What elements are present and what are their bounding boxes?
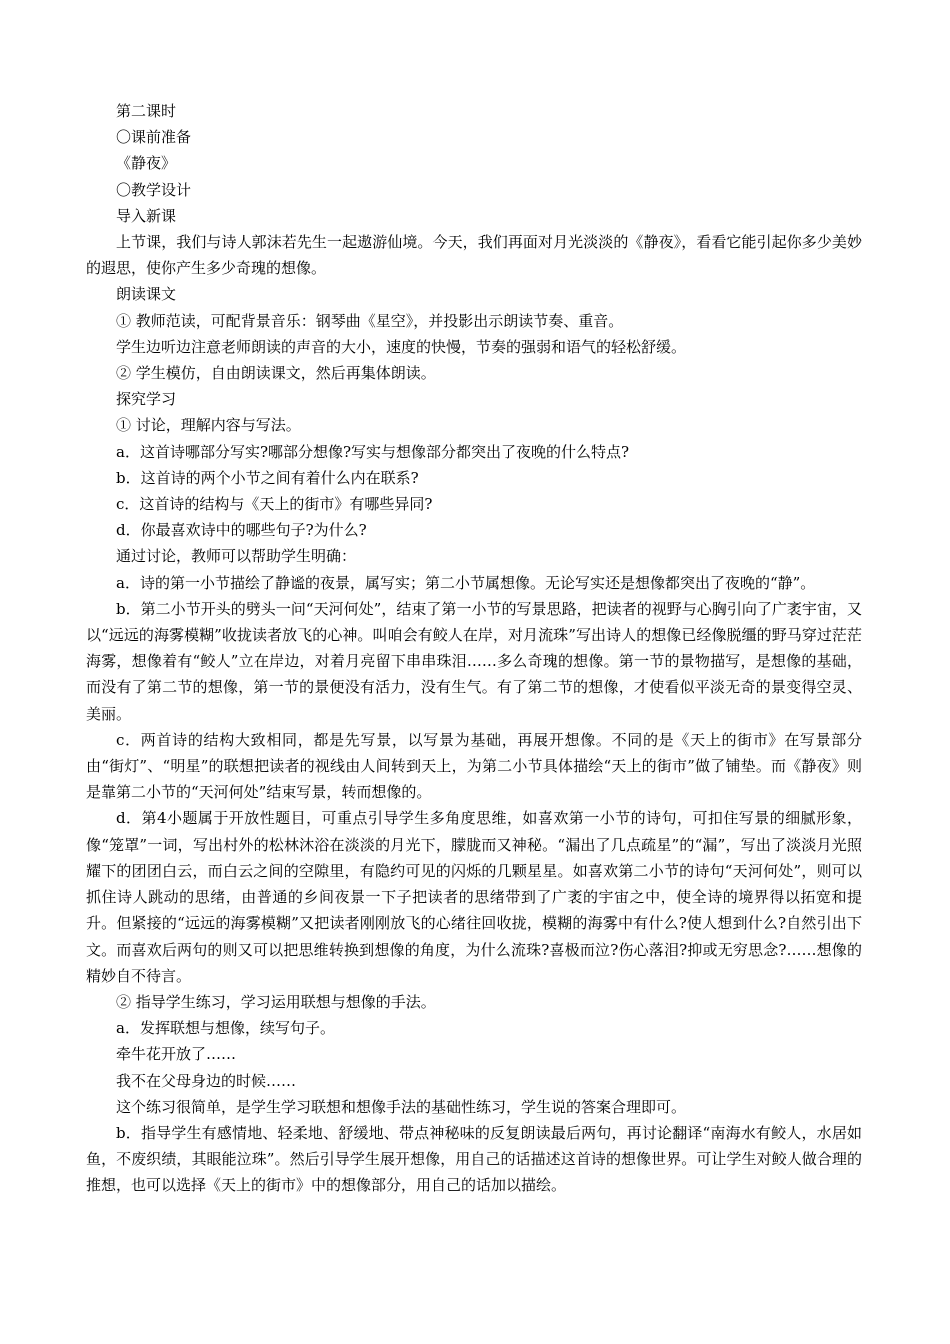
subheading-reading: 朗读课文	[116, 285, 177, 304]
paragraph: ② 学生模仿，自由朗读课文，然后再集体朗读。	[116, 364, 436, 383]
document-page	[86, 98, 862, 1199]
paragraph: 这个练习很简单，是学生学习联想和想像手法的基础性练习，学生说的答案合理即可。	[116, 1097, 687, 1116]
answer-item: d．第4小题属于开放性题目，可重点引导学生多角度思维，如喜欢第一小节的诗句，可扣住写景的细腻形象，像“笼罩”一词，写出村外的松林沐浴在淡淡的月光下，朦胧而又神秘。“漏出了几点疏星”的“漏”，写出了淡淡月光照耀下的团团白云，而白云之间的空隙里，有隐约可见的闪烁的几颗星星。如喜欢第二小节的诗句“天河何处”，则可以抓住诗人跳动的思绪，由普通的乡间夜景一下子把读者的思绪带到了广袤的宇宙之中，使全诗的境界得以拓宽和提升。但紧接的“远远的海雾模糊”又把读者刚刚放飞的心绪往回收拢，模糊的海雾中有什么?使人想到什么?自然引出下文。而喜欢后两句的则又可以把思维转换到想像的角度，为什么流珠?喜极而泣?伤心落泪?抑或无穷思念?……想像的精妙自不待言。	[86, 809, 862, 985]
paragraph: ① 讨论，理解内容与写法。	[116, 416, 301, 435]
section-design: 〇教学设计	[116, 180, 192, 199]
paragraph: ① 教师范读，可配背景音乐：钢琴曲《星空》，并投影出示朗读节奏、重音。	[116, 311, 624, 330]
subheading-inquiry: 探究学习	[116, 390, 177, 409]
answer-item: b．第二小节开头的劈头一问“天河何处”，结束了第一小节的写景思路，把读者的视野与心胸引向了广袤宇宙，又以“远远的海雾模糊”收拢读者放飞的心神。叫咱会有鲛人在岸，对月流珠”写出诗人的想像已经像脱缰的野马穿过茫茫海雾，想像着有“鲛人”立在岸边，对着月亮留下串串珠泪……多么奇瑰的想像。第一节的景物描写，是想像的基础，而没有了第二节的想像，第一节的景便没有活力，没有生气。有了第二节的想像，才使看似平淡无奇的景变得空灵、美丽。	[86, 599, 862, 723]
paragraph: ② 指导学生练习，学习运用联想与想像的手法。	[116, 992, 436, 1011]
exercise-line: 牵牛花开放了……	[116, 1045, 237, 1064]
paragraph: 通过讨论，教师可以帮助学生明确：	[116, 547, 357, 566]
section-preparation: 〇课前准备	[116, 128, 192, 147]
exercise-line: 我不在父母身边的时候……	[116, 1071, 297, 1090]
subheading-intro: 导入新课	[116, 206, 177, 225]
exercise-item: b．指导学生有感情地、轻柔地、舒缓地、带点神秘味的反复朗读最后两句，再讨论翻译“南海水有鲛人，水居如鱼，不废织绩，其眼能泣珠”。然后引导学生展开想像，用自己的话描述这首诗的想像世界。可让学生对鲛人做合理的推想，也可以选择《天上的街市》中的想像部分，用自己的话加以描绘。	[86, 1123, 862, 1195]
paragraph: 学生边听边注意老师朗读的声音的大小，速度的快慢，节奏的强弱和语气的轻松舒缓。	[116, 337, 687, 356]
lesson-heading: 第二课时	[116, 102, 177, 120]
paragraph: 上节课，我们与诗人郭沫若先生一起遨游仙境。今天，我们再面对月光淡淡的《静夜》，看看它能引起你多少美妙的遐思，使你产生多少奇瑰的想像。	[86, 233, 862, 278]
answer-item: a．诗的第一小节描绘了静谧的夜景，属写实；第二小节属想像。无论写实还是想像都突出了夜晚的“静”。	[116, 573, 816, 592]
question-item: b．这首诗的两个小节之间有着什么内在联系?	[116, 468, 419, 487]
exercise-item: a．发挥联想与想像，续写句子。	[116, 1019, 335, 1038]
question-item: c．这首诗的结构与《天上的街市》有哪些异同?	[116, 495, 433, 514]
question-item: a．这首诗哪部分写实?哪部分想像?写实与想像部分都突出了夜晚的什么特点?	[116, 442, 630, 461]
answer-item: c．两首诗的结构大致相同，都是先写景，以写景为基础，再展开想像。不同的是《天上的街市》在写景部分由“街灯”、“明星”的联想把读者的视线由人间转到天上，为第二小节具体描绘“天上的街市”做了铺垫。而《静夜》则是靠第二小节的“天河何处”结束写景，转而想像的。	[86, 730, 862, 802]
question-item: d．你最喜欢诗中的哪些句子?为什么?	[116, 521, 367, 540]
poem-title: 《静夜》	[116, 154, 177, 173]
